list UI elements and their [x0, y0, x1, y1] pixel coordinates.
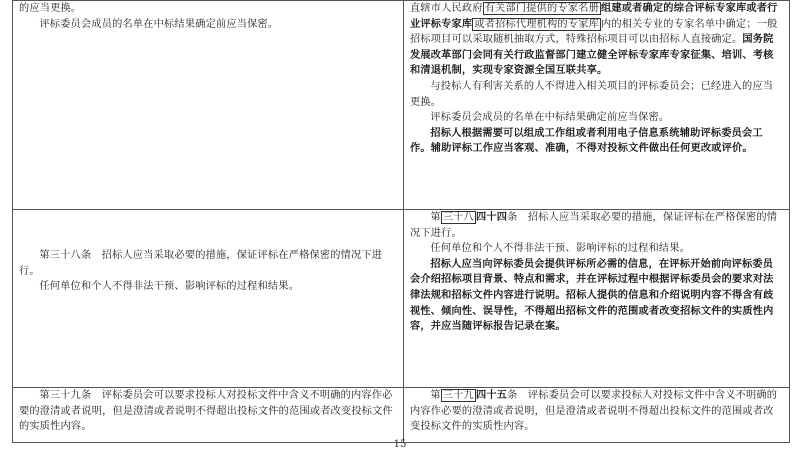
deleted-text-box: 或者招标代理机构的专家库 — [474, 18, 599, 30]
paragraph: 第三十九条 评标委员会可以要求投标人对投标文件中含义不明确的内容作必要的澄清或者说明，但是澄清或者说明不得超出投标文件的范围或者改变投标文件的实质性内容。 — [19, 390, 393, 433]
table-row — [13, 388, 790, 443]
paragraph: 评标委员会成员的名单在中标结果确定前应当保密。 — [39, 18, 279, 30]
comparison-table — [12, 0, 790, 443]
paragraph: 与投标人有利害关系的人不得进入相关项目的评标委员会；已经进入的应当更换。 — [410, 80, 774, 108]
original-text-cell — [13, 1, 404, 210]
added-paragraph: 招标人根据需要可以组成工作组或者利用电子信息系统辅助评标委员会工作。辅助评标工作应当客观、准确，不得对投标文件做出任何更改或评价。 — [410, 127, 763, 155]
revised-text-cell — [404, 388, 790, 443]
added-paragraph: 招标人应当向评标委员会提供评标所必需的信息，在评标开始前向评标委员会介绍招标项目背景、特点和需求，并在评标过程中根据评标委员会的要求对法律法规和招标文件内容进行说明。招标人提供的信息和介绍说明内容不得含有歧视性、倾向性、误导性，不得超出招标文件的范围或者改变招标文件的实质性内容，并应当随评标报告记录在案。 — [410, 258, 774, 333]
article-heading — [410, 210, 783, 241]
original-text-cell — [13, 388, 404, 443]
added-text: 四十五 — [475, 390, 508, 401]
page-number: 15 — [393, 439, 407, 450]
paragraph: 评标委员会成员的名单在中标结果确定前应当保密。 — [430, 112, 670, 124]
paragraph: 第三十八条 招标人应当采取必要的措施，保证评标在严格保密的情况下进行。 — [19, 250, 383, 277]
deleted-text-box: 有关部门提供的专家名册 — [484, 3, 599, 14]
text-run: 条 评标委员会可以要求投标人对投标文件中含义不明确的内容作必要的澄清或者说明，但是澄清或者说明不得超出投标文件的范围或者改变投标文件的实质性内容。 — [410, 390, 778, 433]
paragraph: 任何单位和个人不得非法干预、影响评标的过程和结果。 — [39, 281, 300, 293]
added-text: 四十四 — [475, 212, 508, 223]
text-run: 内的相关专业的专家名单中确定；一般招标项目可以采取随机抽取方式，特殊招标项目可以由招标人直接确定。 — [410, 18, 778, 46]
table-row — [13, 210, 790, 388]
text-run: 条 招标人应当采取必要的措施，保证评标在严格保密的情况下进行。 — [410, 212, 778, 239]
paragraph: 任何单位和个人不得非法干预、影响评标的过程和结果。 — [430, 243, 691, 255]
text-run: 直辖市人民政府 — [410, 3, 483, 14]
revised-text-cell — [404, 210, 790, 388]
added-text: 组建或者确定的综合评标专家库或者行业评标专家库 — [410, 3, 778, 30]
text-run: 第 — [430, 390, 441, 401]
article-heading — [410, 388, 783, 435]
paragraph — [410, 1, 783, 79]
text-run: 第 — [430, 212, 441, 223]
table-row — [13, 1, 790, 210]
paragraph: 的应当更换。 — [19, 3, 82, 14]
deleted-text-box: 三十八 — [442, 212, 474, 223]
deleted-text-box: 三十九 — [442, 390, 474, 401]
original-text-cell — [13, 210, 404, 388]
added-text: 国务院发展改革部门会同有关行政监督部门建立健全评标专家库专家征集、培训、考核和清退机制，实现专家资源全国互联共享。 — [410, 34, 774, 77]
revised-text-cell — [404, 1, 790, 210]
